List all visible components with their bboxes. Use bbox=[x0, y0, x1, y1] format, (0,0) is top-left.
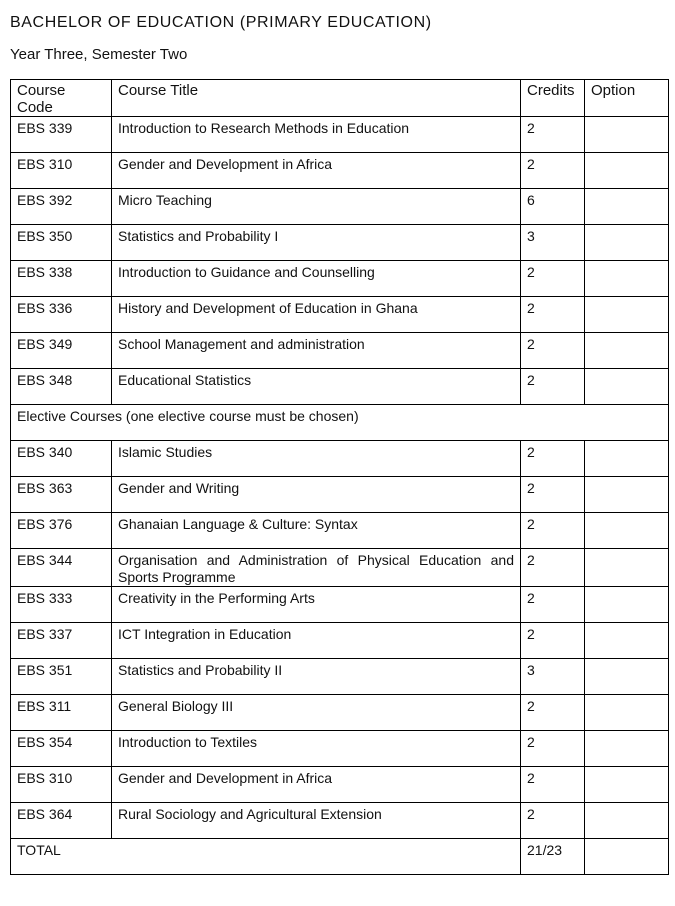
course-code-cell: EBS 311 bbox=[11, 695, 112, 731]
semester-subtitle: Year Three, Semester Two bbox=[10, 46, 188, 63]
course-title-cell: School Management and administration bbox=[112, 333, 521, 369]
course-code-cell: EBS 348 bbox=[11, 369, 112, 405]
course-row bbox=[11, 369, 669, 405]
elective-course-row bbox=[11, 803, 669, 839]
credits-cell: 2 bbox=[521, 767, 585, 803]
elective-course-row bbox=[11, 513, 669, 549]
course-code-cell: EBS 364 bbox=[11, 803, 112, 839]
credits-cell: 2 bbox=[521, 333, 585, 369]
course-title-cell: Gender and Development in Africa bbox=[112, 767, 521, 803]
course-row bbox=[11, 333, 669, 369]
course-title-cell: Organisation and Administration of Physical Education and Sports Programme bbox=[112, 549, 521, 587]
course-title-cell: Gender and Writing bbox=[112, 477, 521, 513]
credits-cell: 2 bbox=[521, 803, 585, 839]
course-title-cell: Statistics and Probability II bbox=[112, 659, 521, 695]
course-code-cell: EBS 376 bbox=[11, 513, 112, 549]
credits-cell: 2 bbox=[521, 261, 585, 297]
credits-cell: 2 bbox=[521, 297, 585, 333]
course-code-cell: EBS 350 bbox=[11, 225, 112, 261]
course-row bbox=[11, 261, 669, 297]
elective-course-row bbox=[11, 623, 669, 659]
option-cell bbox=[585, 731, 669, 767]
header-option: Option bbox=[585, 80, 669, 117]
course-code-cell: EBS 333 bbox=[11, 587, 112, 623]
header-row bbox=[11, 80, 669, 117]
option-cell bbox=[585, 333, 669, 369]
credits-cell: 2 bbox=[521, 441, 585, 477]
option-cell bbox=[585, 659, 669, 695]
option-cell bbox=[585, 441, 669, 477]
total-label: TOTAL bbox=[11, 839, 521, 875]
elective-course-row bbox=[11, 587, 669, 623]
option-cell bbox=[585, 549, 669, 587]
course-title-cell: Gender and Development in Africa bbox=[112, 153, 521, 189]
elective-course-row bbox=[11, 549, 669, 587]
option-cell bbox=[585, 767, 669, 803]
course-row bbox=[11, 297, 669, 333]
option-cell bbox=[585, 695, 669, 731]
course-title-cell: Introduction to Research Methods in Education bbox=[112, 117, 521, 153]
course-code-cell: EBS 351 bbox=[11, 659, 112, 695]
option-cell bbox=[585, 189, 669, 225]
course-code-cell: EBS 392 bbox=[11, 189, 112, 225]
header-course-code: Course Code bbox=[11, 80, 112, 117]
elective-course-row bbox=[11, 659, 669, 695]
course-code-cell: EBS 363 bbox=[11, 477, 112, 513]
credits-cell: 2 bbox=[521, 587, 585, 623]
course-code-cell: EBS 310 bbox=[11, 153, 112, 189]
credits-cell: 2 bbox=[521, 369, 585, 405]
option-cell bbox=[585, 153, 669, 189]
option-cell bbox=[585, 117, 669, 153]
credits-cell: 2 bbox=[521, 513, 585, 549]
credits-cell: 3 bbox=[521, 659, 585, 695]
option-cell bbox=[585, 369, 669, 405]
total-option bbox=[585, 839, 669, 875]
course-code-cell: EBS 340 bbox=[11, 441, 112, 477]
credits-cell: 2 bbox=[521, 117, 585, 153]
course-title-cell: ICT Integration in Education bbox=[112, 623, 521, 659]
credits-cell: 2 bbox=[521, 153, 585, 189]
elective-course-row bbox=[11, 695, 669, 731]
course-title-cell: History and Development of Education in Ghana bbox=[112, 297, 521, 333]
option-cell bbox=[585, 477, 669, 513]
course-code-cell: EBS 338 bbox=[11, 261, 112, 297]
option-cell bbox=[585, 261, 669, 297]
option-cell bbox=[585, 623, 669, 659]
credits-cell: 2 bbox=[521, 731, 585, 767]
course-title-cell: Introduction to Textiles bbox=[112, 731, 521, 767]
course-title-cell: Micro Teaching bbox=[112, 189, 521, 225]
option-cell bbox=[585, 587, 669, 623]
credits-cell: 2 bbox=[521, 549, 585, 587]
course-title-cell: Introduction to Guidance and Counselling bbox=[112, 261, 521, 297]
course-row bbox=[11, 189, 669, 225]
course-title-cell: General Biology III bbox=[112, 695, 521, 731]
course-title-cell: Statistics and Probability I bbox=[112, 225, 521, 261]
elective-section-label: Elective Courses (one elective course must be chosen) bbox=[11, 405, 669, 441]
course-code-cell: EBS 339 bbox=[11, 117, 112, 153]
elective-course-row bbox=[11, 731, 669, 767]
course-row bbox=[11, 153, 669, 189]
credits-cell: 2 bbox=[521, 477, 585, 513]
option-cell bbox=[585, 803, 669, 839]
course-code-cell: EBS 349 bbox=[11, 333, 112, 369]
elective-course-row bbox=[11, 477, 669, 513]
course-title-cell: Rural Sociology and Agricultural Extension bbox=[112, 803, 521, 839]
course-row bbox=[11, 225, 669, 261]
credits-cell: 2 bbox=[521, 695, 585, 731]
course-code-cell: EBS 310 bbox=[11, 767, 112, 803]
course-title-cell: Ghanaian Language & Culture: Syntax bbox=[112, 513, 521, 549]
header-course-title: Course Title bbox=[112, 80, 521, 117]
credits-cell: 3 bbox=[521, 225, 585, 261]
total-row bbox=[11, 839, 669, 875]
course-code-cell: EBS 344 bbox=[11, 549, 112, 587]
header-credits: Credits bbox=[521, 80, 585, 117]
course-code-cell: EBS 354 bbox=[11, 731, 112, 767]
option-cell bbox=[585, 225, 669, 261]
course-table bbox=[10, 79, 669, 875]
credits-cell: 6 bbox=[521, 189, 585, 225]
course-code-cell: EBS 336 bbox=[11, 297, 112, 333]
credits-cell: 2 bbox=[521, 623, 585, 659]
course-title-cell: Educational Statistics bbox=[112, 369, 521, 405]
elective-course-row bbox=[11, 441, 669, 477]
total-credits: 21/23 bbox=[521, 839, 585, 875]
elective-section-row bbox=[11, 405, 669, 441]
course-code-cell: EBS 337 bbox=[11, 623, 112, 659]
option-cell bbox=[585, 297, 669, 333]
option-cell bbox=[585, 513, 669, 549]
course-row bbox=[11, 117, 669, 153]
document-title: BACHELOR OF EDUCATION (PRIMARY EDUCATION) bbox=[10, 14, 432, 31]
course-title-cell: Islamic Studies bbox=[112, 441, 521, 477]
course-title-cell: Creativity in the Performing Arts bbox=[112, 587, 521, 623]
elective-course-row bbox=[11, 767, 669, 803]
